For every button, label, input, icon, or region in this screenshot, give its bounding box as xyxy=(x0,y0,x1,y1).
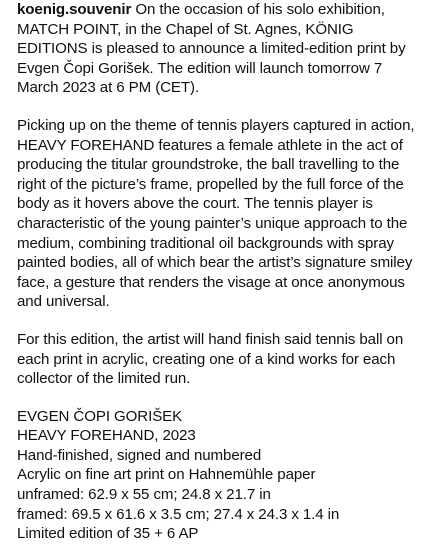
caption-intro-paragraph xyxy=(17,0,427,98)
edition-details xyxy=(17,407,427,544)
details-medium: Acrylic on fine art print on Hahnemühle paper xyxy=(17,466,316,484)
details-title: HEAVY FOREHAND, 2023 xyxy=(17,427,196,445)
details-finish: Hand-finished, signed and numbered xyxy=(17,446,262,464)
username-link[interactable]: koenig.souvenir xyxy=(17,1,132,18)
details-unframed-size: unframed: 62.9 x 55 cm; 24.8 x 21.7 in xyxy=(17,486,271,504)
caption-paragraph-1: On the occasion of his solo exhibition, MATCH POINT, in the Chapel of St. Agnes, KÖNIG EDITIONS is pleased to announce a limited-edition print by Evgen Čopi Gorišek. The edition will launch tomorrow 7 March 2023 at 6 PM (CET). xyxy=(17,1,406,97)
details-edition-size: Limited edition of 35 + 6 AP xyxy=(17,525,199,543)
post-caption xyxy=(17,0,427,544)
caption-paragraph-2: Picking up on the theme of tennis players captured in action, HEAVY FOREHAND features a female athlete in the act of producing the titular groundstroke, the ball travelling to the right of the picture’s frame, propelled by the full force of the body as it hovers above the court. The tennis player is characteristic of the young painter’s unique approach to the medium, combining traditional oil backgrounds with spray painted bodies, all of which bear the artist’s signature smiley face, a gesture that renders the visage at once anonymous and universal. xyxy=(17,116,415,311)
caption-paragraph-3: For this edition, the artist will hand finish said tennis ball on each print in acrylic, creating one of a kind works for each collector of the limited run. xyxy=(17,330,404,388)
details-framed-size: framed: 69.5 x 61.6 x 3.5 cm; 27.4 x 24.3 x 1.4 in xyxy=(17,505,340,523)
details-artist: EVGEN ČOPI GORIŠEK xyxy=(17,407,183,425)
